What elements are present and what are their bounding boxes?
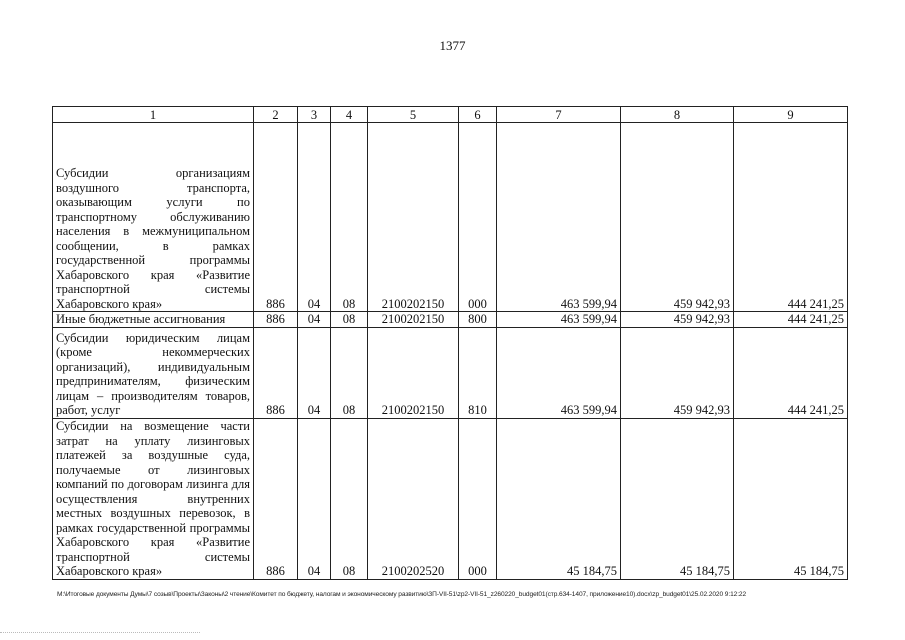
section-code-cell: 04 bbox=[298, 327, 331, 418]
expense-type-cell: 810 bbox=[459, 327, 497, 418]
section-code-cell: 04 bbox=[298, 418, 331, 579]
amount-col9-cell: 444 241,25 bbox=[734, 123, 848, 312]
footer-file-path: M:\Итоговые документы Думы\7 созыв\Проекты\Законы\2 чтение\Комитет по бюджету, налогам и экономическому развитию\ЗП-VII-51\zp2-VII-51_z260220_budget01(стр.634-1407, приложение10).docx\zp_budget01\25.02.2020 9:12:22 bbox=[57, 591, 747, 598]
subsection-code-cell: 08 bbox=[331, 123, 368, 312]
row-name-cell bbox=[53, 312, 254, 328]
row-name-cell bbox=[53, 418, 254, 579]
row-name: Субсидии организациям воздушного транспорта, оказывающим услуги по транспортному обслуживанию населения в межмуниципальном сообщении, в рамках государственной программы Хабаровского края «Развитие транспортной системы Хабаровского края» bbox=[56, 166, 250, 311]
header-row bbox=[53, 107, 848, 123]
budget-table bbox=[52, 106, 848, 580]
scan-edge-divider bbox=[0, 632, 200, 634]
row-name: Субсидии юридическим лицам (кроме некоммерческих организаций), индивидуальным предпринимателям, физическим лицам – производителям товаров, работ, услуг bbox=[56, 330, 250, 417]
row-name: Иные бюджетные ассигнования bbox=[56, 312, 226, 326]
amount-col9-cell: 444 241,25 bbox=[734, 327, 848, 418]
amount-col8-cell: 459 942,93 bbox=[621, 123, 734, 312]
row-name-cell bbox=[53, 327, 254, 418]
table-row bbox=[53, 418, 848, 579]
header-col-1: 1 bbox=[53, 107, 254, 123]
header-col-9: 9 bbox=[734, 107, 848, 123]
table-row bbox=[53, 327, 848, 418]
target-article-cell: 2100202150 bbox=[368, 327, 459, 418]
row-name: Субсидии на возмещение части затрат на уплату лизинговых платежей за воздушные суда, получаемые от лизинговых компаний по договорам лизинга для осуществления внутренних местных воздушных перевозок, в рамках государственной программы Хабаровского края «Развитие транспортной системы Хабаровского края» bbox=[56, 419, 250, 578]
header-col-8: 8 bbox=[621, 107, 734, 123]
amount-col7-cell: 463 599,94 bbox=[497, 327, 621, 418]
table-row bbox=[53, 123, 848, 312]
target-article-cell: 2100202520 bbox=[368, 418, 459, 579]
header-col-5: 5 bbox=[368, 107, 459, 123]
expense-type-cell: 000 bbox=[459, 123, 497, 312]
amount-col7-cell: 463 599,94 bbox=[497, 312, 621, 328]
subsection-code-cell: 08 bbox=[331, 312, 368, 328]
section-code-cell: 04 bbox=[298, 123, 331, 312]
section-code-cell: 04 bbox=[298, 312, 331, 328]
expense-type-cell: 800 bbox=[459, 312, 497, 328]
subsection-code-cell: 08 bbox=[331, 327, 368, 418]
ministry-code-cell: 886 bbox=[254, 312, 298, 328]
target-article-cell: 2100202150 bbox=[368, 123, 459, 312]
header-col-7: 7 bbox=[497, 107, 621, 123]
amount-col9-cell: 45 184,75 bbox=[734, 418, 848, 579]
page-number: 1377 bbox=[439, 38, 466, 53]
amount-col9-cell: 444 241,25 bbox=[734, 312, 848, 328]
ministry-code-cell: 886 bbox=[254, 327, 298, 418]
target-article-cell: 2100202150 bbox=[368, 312, 459, 328]
amount-col8-cell: 459 942,93 bbox=[621, 327, 734, 418]
header-col-6: 6 bbox=[459, 107, 497, 123]
header-col-2: 2 bbox=[254, 107, 298, 123]
ministry-code-cell: 886 bbox=[254, 123, 298, 312]
amount-col7-cell: 45 184,75 bbox=[497, 418, 621, 579]
table-row bbox=[53, 312, 848, 328]
header-col-3: 3 bbox=[298, 107, 331, 123]
row-name-cell bbox=[53, 123, 254, 312]
amount-col8-cell: 45 184,75 bbox=[621, 418, 734, 579]
expense-type-cell: 000 bbox=[459, 418, 497, 579]
amount-col8-cell: 459 942,93 bbox=[621, 312, 734, 328]
header-col-4: 4 bbox=[331, 107, 368, 123]
amount-col7-cell: 463 599,94 bbox=[497, 123, 621, 312]
ministry-code-cell: 886 bbox=[254, 418, 298, 579]
subsection-code-cell: 08 bbox=[331, 418, 368, 579]
